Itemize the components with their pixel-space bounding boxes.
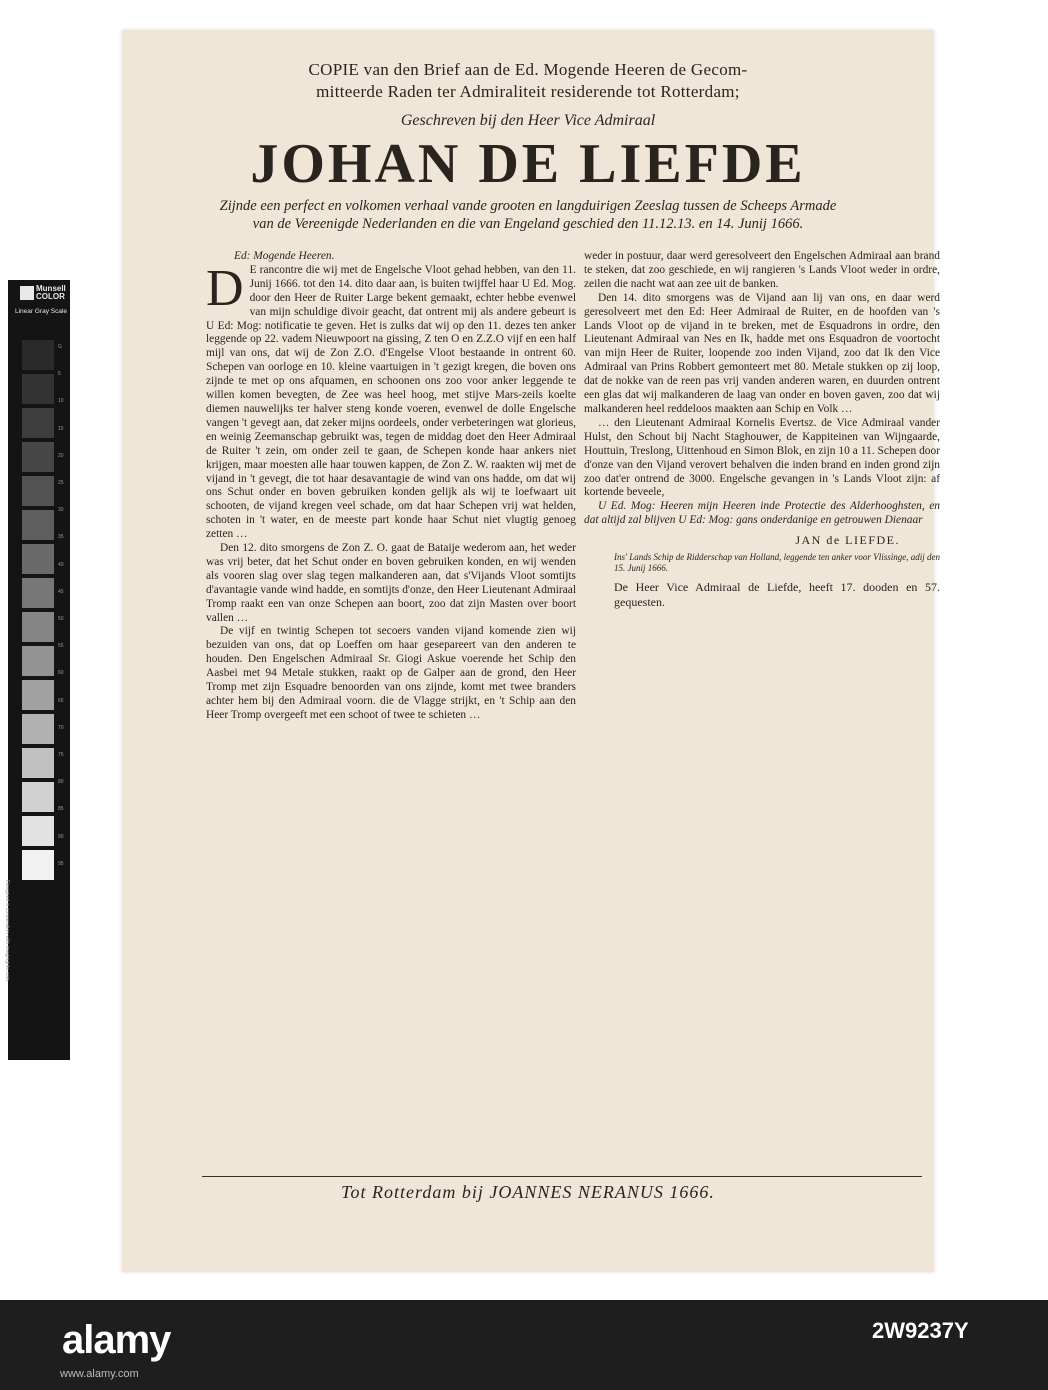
- scale-side-text: Designed in cooperation with imagingrite.com: [4, 880, 10, 981]
- subtitle-line-2: van de Vereenigde Nederlanden en die van Engeland geschied den 11.12.13. en 14. Junij 1666.: [252, 216, 804, 232]
- paragraph: … den Lieutenant Admiraal Kornelis Evertsz. de Vice Admiraal vander Hulst, den Schout bij Nacht Staghouwer, de Kappiteinen van Wijngaarde, Houttuin, Treslong, Uittenhoud en Simon Blok, en zijn 10 a 11. Schepen door d'onze van den Vijand verovert behalven die inden brand en inden grond zijn zoo dat'er ontrend de 3000. Engelsche gevangen in 's Lands Vloot zijn: af kortende beveele,: [584, 416, 940, 499]
- gray-swatch: [22, 816, 54, 846]
- gray-swatch: [22, 782, 54, 812]
- gray-swatch: [22, 544, 54, 574]
- scale-number: 70: [58, 724, 64, 731]
- scale-number: 85: [58, 806, 64, 813]
- closing-formula: U Ed. Mog: Heeren mijn Heeren inde Protectie des Alderhooghsten, en dat altijd zal blijven U Ed: Mog: gans onderdanige en getrouwen Dienaar: [584, 500, 940, 527]
- imprint-rule: [202, 1176, 922, 1177]
- gray-swatch: [22, 748, 54, 778]
- body-column-left: [206, 250, 576, 1175]
- gray-swatch: [22, 374, 54, 404]
- paragraph: E rancontre die wij met de Engelsche Vloot gehad hebben, van den 11. Junij 1666. tot den 14. dito daar aan, is buiten twijffel haar U Ed. Mog. door den Heer de Ruiter Large bekent gemaakt, echter hebbe evenwel van mijn schuldige divoir geacht, dat ontrent mij als andere gebeurt is U Ed: Mog: notificatie te geven. Het is zulks dat wij op den 11. dezes ten anker leggende op 22. vadem Nieuwpoort na gissing, Z ten O en Z.Z.O vijf en een half mijl van ons, dat wij de Zon Z.O. d'Engelse Vloot bestaande in ontrent 60. Schepen van oorloge en 10. kleine vaartuigen in 't gezigt kregen, die boven ons zijnde te met op ons afquamen, en schoonen ons zoo voor anker leggende te willen komen bevegten, de Zee was heel hoog, met stijve Mars-zeils koelte diemen nauwelijks ter halver steng konde voeren, evenwel de dolle Engelsche vangen 't gevegt aan, dat zeker mijns oordeels, onder verbeteringen wat glorieus, en weinig Zeemanschap gebruikt was, tegen de middag doet den Heer Admiraal de Ruiter 't zein, om onder zeil te gaan, de Schepen konde haar ankers niet krijgen, maar moesten alle haar touwen kappen, de Zon Z. W. raakten wij met de vijand in 't gevegt, die tot haar desavantagie de wind van ons hadde, om dat wij ons Schut onder en boven gebruiken konden gelijk als wij te loefwaart uit schooten, de vijand kregen veel schade, om dat haar Schepen vrij wat helden, schoten in 't water, en de meeste part konde haar Schut niet vlugtig genoeg zetten …: [206, 263, 576, 541]
- author-name-title: JOHAN DE LIEFDE: [250, 133, 806, 195]
- paragraph: Den 14. dito smorgens was de Vijand aan lij van ons, en daar werd geresolveert met den Ed: Heer Admiraal de Ruiter, en de hoofden van 's Lands Vloot op de vijand in te breken, met de Esquadrons in ordre, den Lieutenant Admiraal van Nes en Ik, hadde met ons Esquadron de voortocht van mijn Heer de Ruiter, loopende zoo inden Vijand, zoo dat Ik den Vice Admiraal van Prins Robbert gemonteert met 80. Metale stukken op zij loop, dat de nokke van de reen pas vrij vanden anderen waren, en duurden ontrent een glas dat wij malkanderen de laag van onder en boven gaven, zoo dat wij malkanderen heel reddeloos maakten aan Schip en Volk …: [584, 291, 940, 415]
- heading-line-2: mitteerde Raden ter Admiraliteit residerende tot Rotterdam;: [316, 82, 740, 101]
- paragraph: Den 12. dito smorgens de Zon Z. O. gaat de Bataije wederom aan, het weder was vrij beter, dat het Schut onder en boven gebruiken konden, en wij wenden als vooren slag over slag tegen malkanderen aan, dat s'Vijands Vloot somtijts d'avantagie vande wind hadde, en somtijts d'onze, den Heer Lieutenant Admiraal Tromp raakt een van onze Schepen aan boort, zoo dat zijn Masten over boort vallen …: [206, 542, 576, 624]
- watermark-url: www.alamy.com: [60, 1368, 139, 1380]
- ship-location-note: Ins' Lands Schip de Ridderschap van Holland, leggende ten anker voor Vlissinge, adij den 15. Junij 1666.: [614, 552, 940, 574]
- gray-swatch: [22, 476, 54, 506]
- scale-number: 50: [58, 616, 64, 622]
- gray-swatch: [22, 714, 54, 744]
- printer-imprint: Tot Rotterdam bij JOANNES NERANUS 1666.: [341, 1182, 715, 1202]
- gray-swatch: [22, 578, 54, 608]
- gray-swatch: [22, 408, 54, 438]
- scale-number: 45: [58, 588, 64, 595]
- scale-number: 60: [58, 670, 64, 677]
- salutation: Ed: Mogende Heeren.: [234, 250, 335, 262]
- gray-swatch: [22, 850, 54, 880]
- gray-swatch: [22, 442, 54, 472]
- scale-number: 90: [58, 833, 64, 840]
- scale-number: 10: [58, 398, 64, 405]
- subtitle-line-1: Zijnde een perfect en volkomen verhaal vande grooten en langduirigen Zeeslag tussen de Scheeps Armade: [219, 198, 837, 214]
- body-column-right: [584, 250, 940, 1175]
- gray-scale-card: [4, 280, 70, 1060]
- heading-line-3: Geschreven bij den Heer Vice Admiraal: [400, 112, 656, 129]
- scale-number: G: [58, 344, 62, 350]
- gray-swatch: [22, 646, 54, 676]
- casualty-note: De Heer Vice Admiraal de Liefde, heeft 17. dooden en 57. gequesten.: [614, 580, 940, 610]
- scale-number: 95: [58, 860, 64, 867]
- scale-number: 40: [58, 561, 64, 568]
- scale-number: 65: [58, 697, 64, 704]
- scale-number: 5: [58, 371, 61, 378]
- gray-swatch: [22, 340, 54, 370]
- gray-swatch: [22, 680, 54, 710]
- scale-number: 25: [58, 480, 64, 486]
- scale-number: 30: [58, 507, 64, 514]
- drop-cap: D: [206, 259, 244, 317]
- scale-number: 80: [58, 779, 64, 786]
- scale-title: Linear Gray Scale: [14, 308, 68, 315]
- signature: JAN de LIEFDE.: [795, 533, 900, 548]
- scale-number: 35: [58, 534, 64, 541]
- scale-number: 15: [58, 425, 64, 432]
- watermark-image-id: 2W9237Y: [872, 1318, 969, 1343]
- scale-number: 55: [58, 643, 64, 650]
- scale-brand: Munsell COLOR: [36, 284, 66, 301]
- munsell-logo-icon: [20, 286, 34, 300]
- paragraph: De vijf en twintig Schepen tot secoers vanden vijand komende zien wij bezuiden van ons, dat op Loeffen om haar gesepareert van den anderen te houden. Den Engelschen Admiraal Sr. Giogi Askue voerende het Schip den Aasbei met 94 Metale stukken, raakt op de Galper aan de grond, den Heer Tromp met zijn Esquadre benoorden van ons zijnde, komt met twee branders achter hem bij den Admiraal voorn. die de Vlagge strijkt, en 't Schip aan den Heer Tromp overgeeft met een schoot of twee te schieten …: [206, 625, 576, 721]
- gray-swatch: [22, 510, 54, 540]
- broadsheet-page: [122, 30, 940, 1272]
- scale-number: 20: [58, 452, 64, 459]
- paragraph: weder in postuur, daar werd geresolveert den Engelschen Admiraal aan brand te steken, dat zoo geschiede, en wij rangieren 's Lands Vloot weder in ordre, zeilen die nacht wat aan zee uit de banken.: [584, 250, 940, 290]
- heading-line-1: COPIE van den Brief aan de Ed. Mogende Heeren de Gecom-: [308, 60, 748, 79]
- gray-swatch: [22, 612, 54, 642]
- scale-number: 75: [58, 752, 64, 758]
- watermark-logo: alamy: [62, 1318, 171, 1362]
